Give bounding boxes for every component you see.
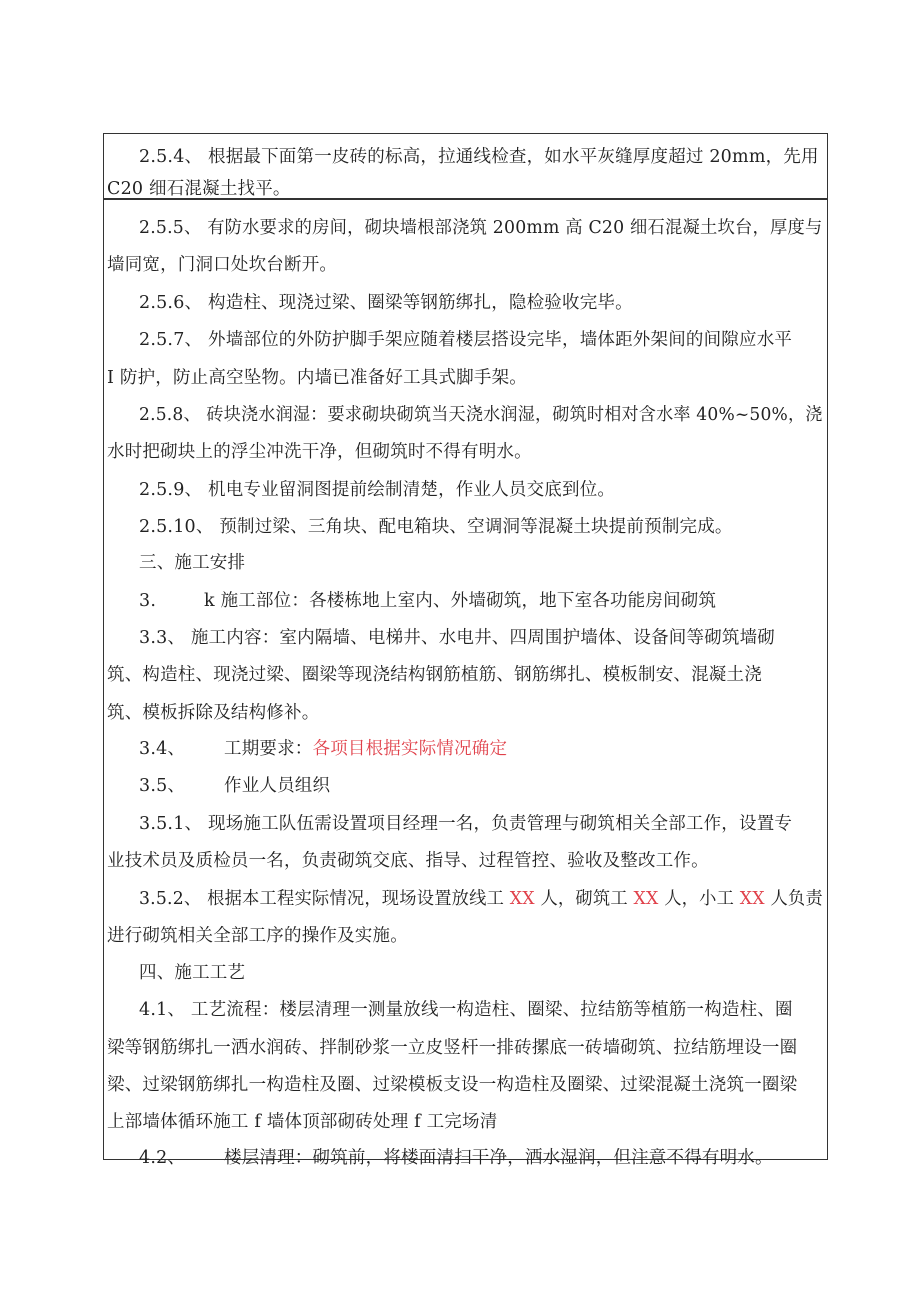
para-3-4-number: 3.4、 [139,739,186,759]
para-3-3-line1: 3.3、 施工内容：室内隔墙、电梯井、水电井、四周围护墙体、设备间等砌筑墙砌 [139,628,775,648]
para-2-5-5-line2: 墙同宽，门洞口处坎台断开。 [107,255,338,275]
para-3-k-text: k 施工部位：各楼栋地上室内、外墙砌筑，地下室各功能房间砌筑 [204,591,717,611]
para-4-2-text: 楼层清理：砌筑前，将楼面清扫干净，洒水湿润，但注意不得有明水。 [224,1148,773,1168]
para-3-4-value: 各项目根据实际情况确定 [312,739,508,759]
para-3-5-2-mid2: 人，小工 [658,889,740,909]
placeholder-xx-3: XX [739,889,765,909]
para-2-5-9: 2.5.9、 机电专业留洞图提前绘制清楚，作业人员交底到位。 [139,480,616,500]
para-4-1-line4: 上部墙体循环施工 f 墙体顶部砌砖处理 f 工完场清 [107,1112,498,1132]
para-3-5-1-line1: 3.5.1、 现场施工队伍需设置项目经理一名，负责管理与砌筑相关全部工作，设置专 [139,814,793,834]
para-3-5-2-line1 [139,889,823,909]
para-4-2-number: 4.2、 [139,1148,186,1168]
para-2-5-4-line2: C20 细石混凝土找平。 [107,179,291,199]
para-2-5-8-line2: 水时把砌块上的浮尘冲洗干净，但砌筑时不得有明水。 [107,442,532,462]
para-3-5-2-post: 人负责 [764,889,823,909]
para-2-5-7-line1: 2.5.7、 外墙部位的外防护脚手架应随着楼层搭设完毕，墙体距外架间的间隙应水平 [139,330,793,350]
placeholder-xx-2: XX [633,889,659,909]
para-3-5-number: 3.5、 [139,776,186,796]
para-2-5-4-line1: 2.5.4、 根据最下面第一皮砖的标高，拉通线检查，如水平灰缝厚度超过 20mm，先用 [139,147,819,167]
table-cell-2-5-4 [103,133,828,199]
para-3-k-number: 3. [139,591,157,611]
para-2-5-6: 2.5.6、 构造柱、现浇过梁、圈梁等钢筋绑扎，隐检验收完毕。 [139,293,633,313]
para-4-1-line3: 梁、过梁钢筋绑扎一构造柱及圈、过梁模板支设一构造柱及圈梁、过梁混凝土浇筑一圈梁 [107,1075,798,1095]
para-3-4-body [224,739,507,759]
para-3-5-1-line2: 业技术员及质检员一名，负责砌筑交底、指导、过程管控、验收及整改工作。 [107,851,709,871]
para-3-3-line3: 筑、模板拆除及结构修补。 [107,703,320,723]
table-cell-main [103,199,828,1168]
para-3-4-label: 工期要求： [224,739,313,759]
section-heading-3: 三、施工安排 [139,553,246,573]
para-3-3-line2: 筑、构造柱、现浇过梁、圈梁等现浇结构钢筋植筋、钢筋绑扎、模板制安、混凝土浇 [107,665,762,685]
para-4-1-line1: 4.1、 工艺流程：楼层清理一测量放线一构造柱、圈梁、拉结筋等植筋一构造柱、圈 [139,1000,793,1020]
para-2-5-8-line1: 2.5.8、 砖块浇水润湿：要求砌块砌筑当天浇水润湿，砌筑时相对含水率 40%~50%，浇 [139,405,823,425]
para-2-5-5-line1: 2.5.5、 有防水要求的房间，砌块墙根部浇筑 200mm 高 C20 细石混凝土坎台，厚度与 [139,218,823,238]
para-2-5-10: 2.5.10、 预制过梁、三角块、配电箱块、空调洞等混凝土块提前预制完成。 [139,517,733,537]
section-heading-4: 四、施工工艺 [139,963,246,983]
para-4-1-line2: 梁等钢筋绑扎一洒水润砖、拌制砂浆一立皮竖杆一排砖摞底一砖墙砌筑、拉结筋埋设一圈 [107,1038,798,1058]
para-3-5-2-mid1: 人，砌筑工 [534,889,634,909]
para-3-5-2-pre: 3.5.2、 根据本工程实际情况，现场设置放线工 [139,889,510,909]
para-3-5-text: 作业人员组织 [224,776,331,796]
para-3-5-2-line2: 进行砌筑相关全部工序的操作及实施。 [107,926,408,946]
placeholder-xx-1: XX [509,889,535,909]
para-2-5-7-line2: I 防护，防止高空坠物。内墙已准备好工具式脚手架。 [107,368,527,388]
